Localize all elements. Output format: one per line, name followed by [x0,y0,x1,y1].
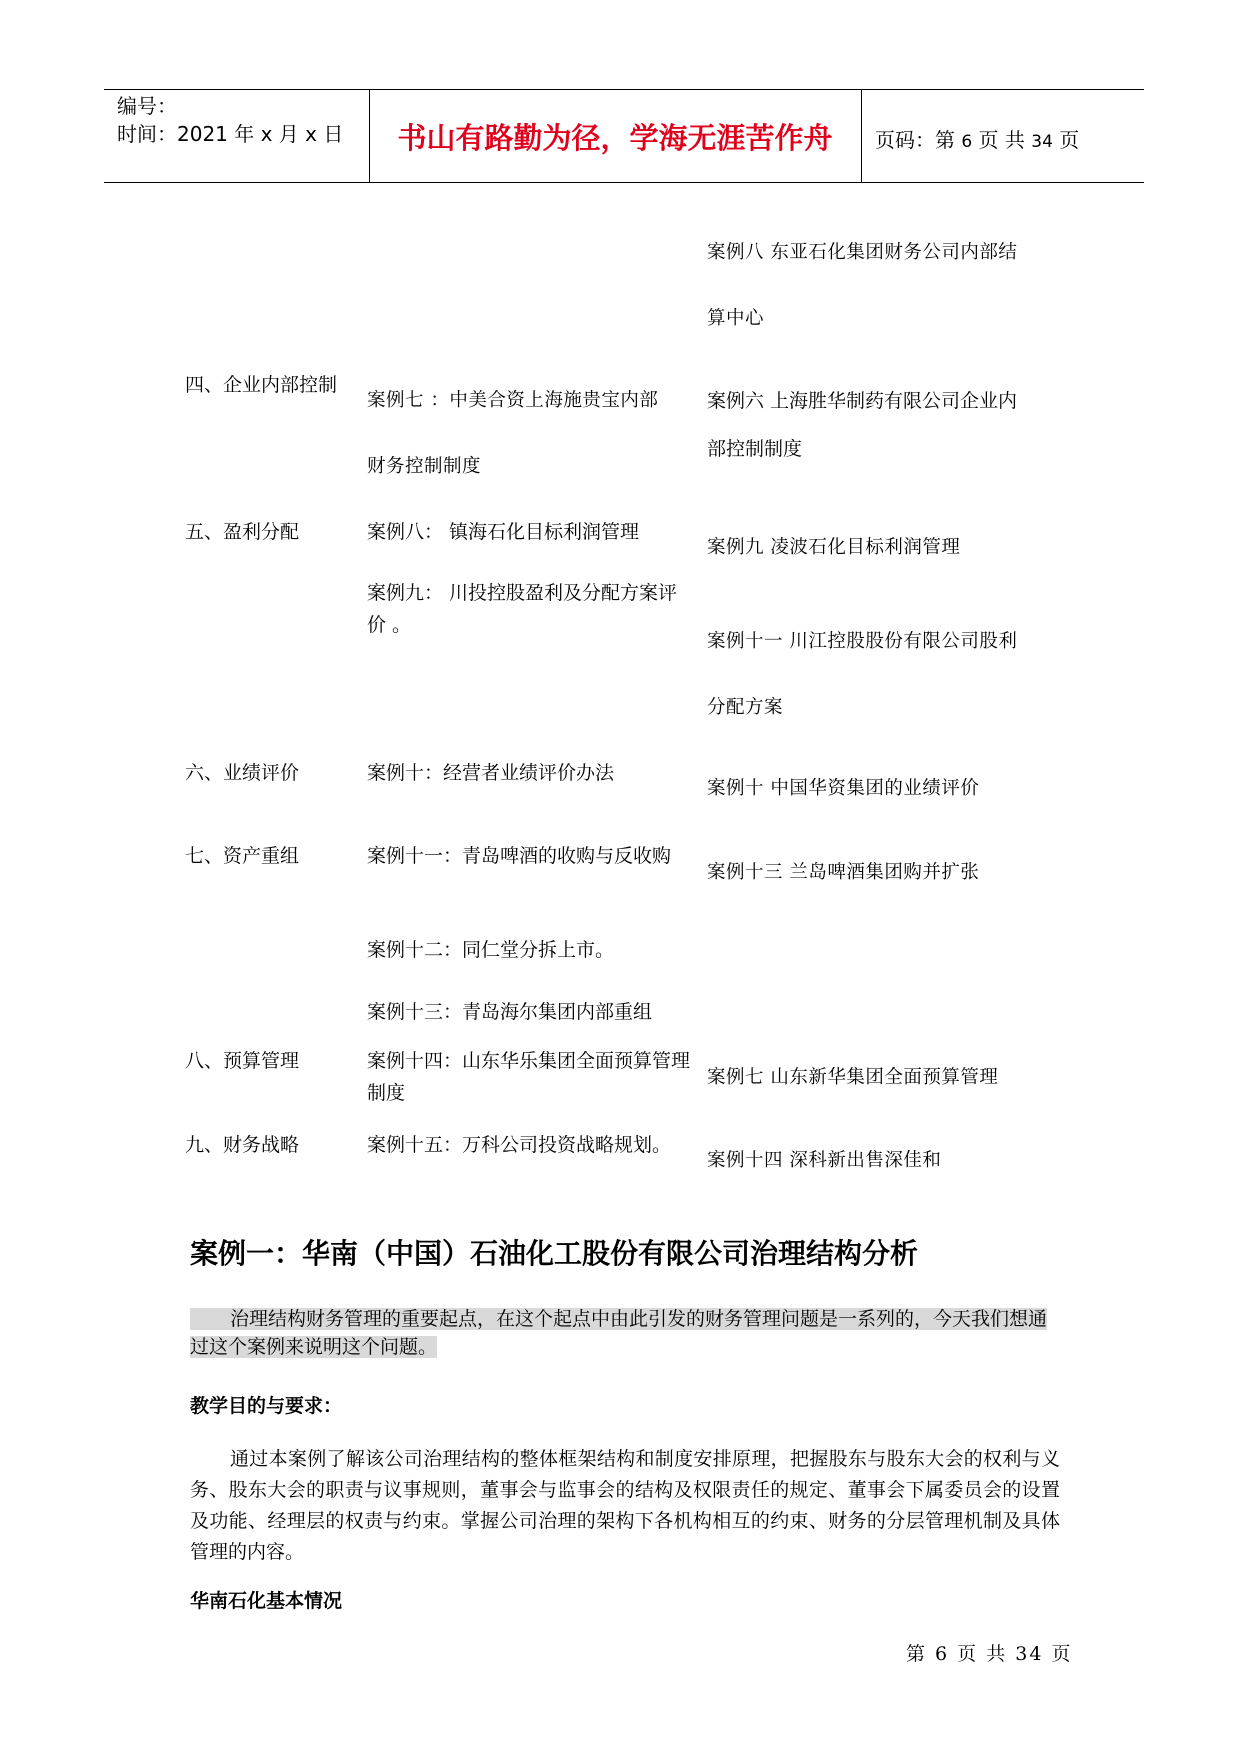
category-budget: 八、预算管理 [185,1050,300,1072]
intro-paragraph [190,1305,1060,1361]
header-number-label: 编号： [117,94,177,118]
case-r0-col3-line1: 案例八 东亚石化集团财务公司内部结 [707,242,1018,263]
page-current: 6 [961,132,973,152]
case-r2-col3-line2: 案例十一 川江控股股份有限公司股利 [707,631,1018,652]
teaching-goal-heading: 教学目的与要求： [190,1395,343,1417]
basic-info-heading: 华南石化基本情况 [190,1590,343,1612]
category-internal-control: 四、企业内部控制 [185,374,338,396]
header-motto: 书山有路勤为径，学海无涯苦作舟 [397,121,833,155]
page-total: 34 [1031,132,1053,152]
teaching-goal-paragraph: 通过本案例了解该公司治理结构的整体框架结构和制度安排原理，把握股东与股东大会的权利与义务、股东大会的职责与议事规则，董事会与监事会的结构及权限责任的规定、董事会下属委员会的设置及功能、经理层的权责与约束。掌握公司治理的架构下各机构相互的约束、财务的分层管理机制及具体管理的内容。 [190,1448,1060,1563]
case-r2-col2-line2: 案例九： 川投控股盈利及分配方案评价 。 [367,582,678,636]
category-performance: 六、业绩评价 [185,762,300,784]
case-r1-col2-line1: 案例七 ：中美合资上海施贵宝内部 [367,390,659,411]
page-suffix: 页 [1052,128,1080,152]
category-restructuring: 七、资产重组 [185,845,300,867]
case-r1-col3-line1: 案例六 上海胜华制药有限公司企业内 [707,390,1018,412]
case-r2-col2-line1: 案例八： 镇海石化目标利润管理 [367,521,640,543]
category-strategy: 九、财务战略 [185,1134,300,1156]
case-r2-col3-line1: 案例九 凌波石化目标利润管理 [707,537,961,558]
page-middle: 页 共 [972,128,1032,152]
case-r0-col3-line2: 算中心 [707,308,765,329]
case-one-heading: 案例一：华南（中国）石油化工股份有限公司治理结构分析 [190,1237,919,1270]
case-r5-col3: 案例七 山东新华集团全面预算管理 [707,1067,999,1088]
intro-text: 治理结构财务管理的重要起点，在这个起点中由此引发的财务管理问题是一系列的，今天我们想通过这个案例来说明这个问题。 [190,1308,1048,1358]
header-top-rule [104,89,1144,90]
case-r3-col2: 案例十：经营者业绩评价办法 [367,762,615,784]
case-r3-col3: 案例十 中国华资集团的业绩评价 [707,778,980,799]
case-r1-col2-line2: 财务控制制度 [367,456,482,477]
header-bottom-rule [104,182,1144,183]
case-r1-col3-line2: 部控制制度 [707,438,803,460]
case-r4-col2-line3: 案例十三：青岛海尔集团内部重组 [367,1001,653,1023]
page-prefix: 页码：第 [875,128,962,152]
case-r4-col2-line2: 案例十二：同仁堂分拆上市。 [367,939,615,961]
header-page-number [875,124,1079,153]
header-time-line: 时间：2021 年 x 月 x 日 [117,122,344,146]
page-footer: 第 6 页 共 34 页 [906,1643,1073,1665]
header-info [117,92,343,148]
case-r6-col2: 案例十五：万科公司投资战略规划。 [367,1134,672,1156]
case-r4-col3: 案例十三 兰岛啤酒集团购并扩张 [707,862,980,883]
case-r5-col2: 案例十四：山东华乐集团全面预算管理制度 [367,1050,691,1104]
header-divider-right [861,89,862,182]
case-r2-col3-line3: 分配方案 [707,697,784,718]
case-r4-col2-line1: 案例十一：青岛啤酒的收购与反收购 [367,845,672,867]
category-profit-distribution: 五、盈利分配 [185,521,300,543]
case-r6-col3: 案例十四 深科新出售深佳和 [707,1150,942,1171]
